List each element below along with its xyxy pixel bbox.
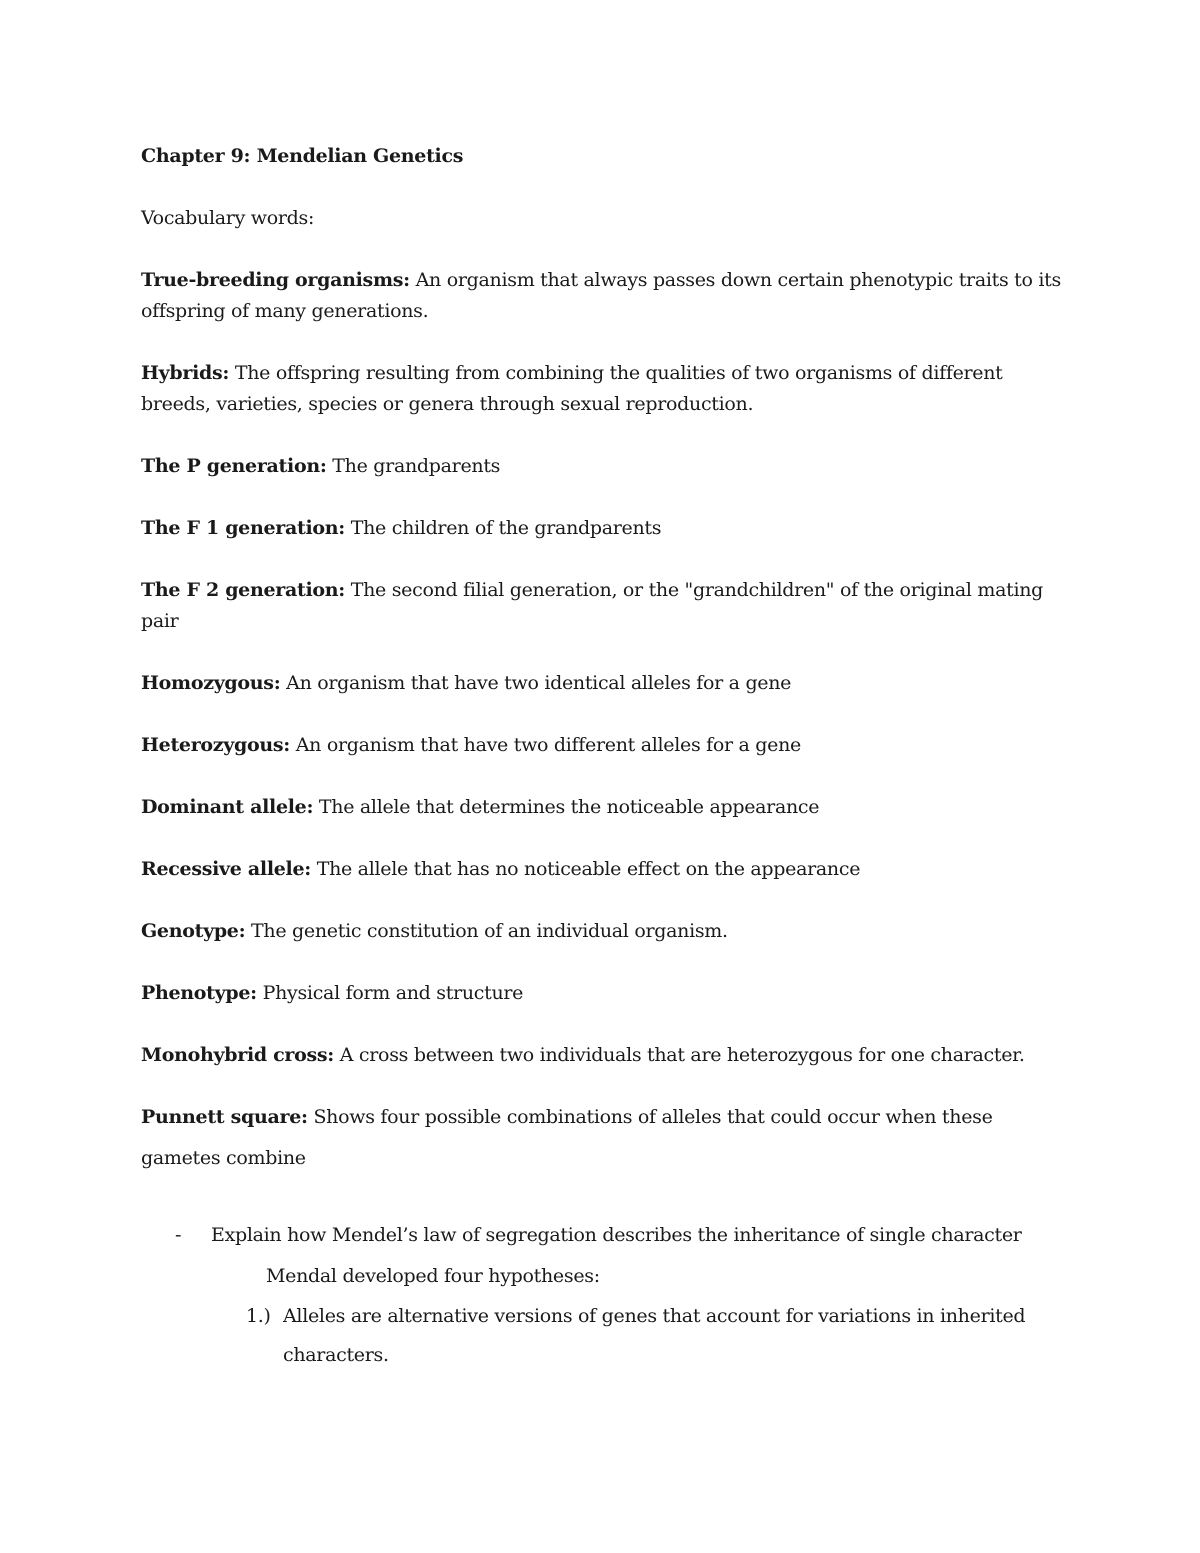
vocab-term: Genotype: [141,920,246,942]
vocab-term: Heterozygous: [141,734,291,756]
vocab-definition: An organism that always passes down certain phenotypic traits to its offspring of many generations. [141,269,1061,322]
bullet-text: Explain how Mendel’s law of segregation describes the inheritance of single character [211,1224,1022,1246]
vocab-definition: The offspring resulting from combining the qualities of two organisms of different breeds, varieties, species or genera through sexual reproduction. [141,362,1003,415]
vocab-term: Dominant allele: [141,796,314,818]
vocab-entry-phenotype [141,978,1071,1009]
vocab-definition: An organism that have two identical alleles for a gene [280,672,792,694]
vocab-entry-heterozygous [141,730,1071,761]
vocab-definition: The allele that determines the noticeable appearance [313,796,820,818]
vocab-definition: The grandparents [326,455,501,477]
vocab-definition: A cross between two individuals that are heterozygous for one character. [334,1044,1025,1066]
vocab-entry-recessive-allele [141,854,1071,885]
vocab-entry-p-generation [141,451,1071,482]
vocab-entry-homozygous [141,668,1071,699]
number-marker: 1.) [246,1305,271,1327]
vocab-entry-punnett-square [141,1097,1071,1179]
vocab-entry-f2-generation [141,575,1071,637]
vocab-term: Hybrids: [141,362,230,384]
vocab-term: Homozygous: [141,672,281,694]
vocab-term: True-breeding organisms: [141,269,410,291]
vocab-definition: Shows four possible combinations of alleles that could occur when these gametes combine [141,1106,993,1169]
vocab-definition: Physical form and structure [256,982,524,1004]
hypotheses-intro: Mendal developed four hypotheses: [266,1265,600,1287]
numbered-text: Alleles are alternative versions of genes that account for variations in inherited characters. [283,1305,1026,1366]
vocab-term: The F 2 generation: [141,579,345,601]
vocab-term: Phenotype: [141,982,257,1004]
vocabulary-heading: Vocabulary words: [141,207,315,229]
vocab-definition: The second filial generation, or the "grandchildren" of the original mating pair [141,579,1044,632]
vocab-term: Recessive allele: [141,858,311,880]
vocab-entry-true-breeding [141,265,1071,327]
vocabulary-list [141,265,1071,1179]
vocab-entry-genotype [141,916,1071,947]
vocab-entry-hybrids [141,358,1071,420]
segregation-section [141,1215,1071,1375]
vocab-definition: The allele that has no noticeable effect on the appearance [310,858,861,880]
vocab-term: The P generation: [141,455,327,477]
document-body [141,141,1071,1375]
bullet-item [141,1215,1071,1256]
vocab-term: The F 1 generation: [141,517,345,539]
vocab-entry-f1-generation [141,513,1071,544]
bullet-marker: - [175,1224,182,1246]
chapter-title: Chapter 9: Mendelian Genetics [141,145,464,167]
vocab-term: Monohybrid cross: [141,1044,335,1066]
vocab-term: Punnett square: [141,1106,308,1128]
vocab-definition: An organism that have two different alleles for a gene [290,734,801,756]
vocab-entry-dominant-allele [141,792,1071,823]
vocab-entry-monohybrid-cross [141,1040,1071,1071]
vocab-definition: The genetic constitution of an individual organism. [245,920,728,942]
vocab-definition: The children of the grandparents [345,517,662,539]
numbered-item [141,1297,1071,1375]
